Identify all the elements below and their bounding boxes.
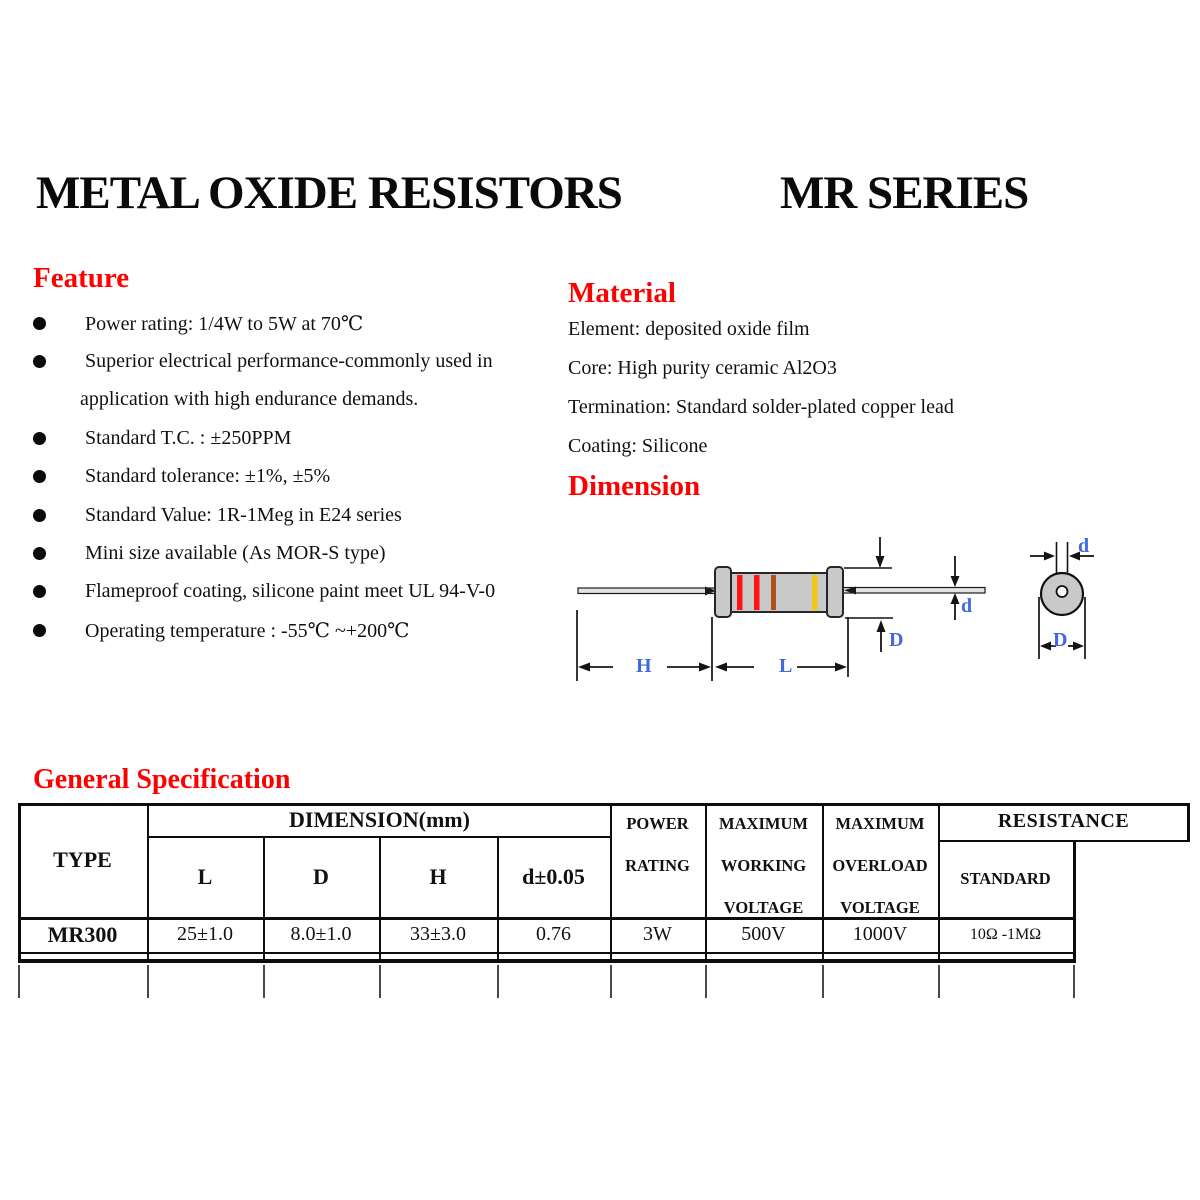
bullet-icon xyxy=(33,470,46,483)
page-title: METAL OXIDE RESISTORS xyxy=(36,167,622,219)
feature-item xyxy=(33,458,533,496)
right-arrow-icon xyxy=(1044,552,1055,561)
up-arrow-icon xyxy=(877,620,886,632)
table-grid-line xyxy=(18,959,1076,963)
table-grid-line xyxy=(147,803,149,963)
feature-item-text: Operating temperature : -55℃ ~+200℃ xyxy=(85,619,410,642)
right-arrow-icon xyxy=(699,663,711,672)
table-grid-line xyxy=(822,803,824,963)
table-grid-line xyxy=(610,803,612,963)
feature-item-text: Standard Value: 1R-1Meg in E24 series xyxy=(85,503,402,526)
material-item: Element: deposited oxide film xyxy=(568,318,810,340)
table-grid-line-stub xyxy=(18,965,20,998)
table-grid-line-stub xyxy=(610,965,612,998)
end-view-lead-hole xyxy=(1057,586,1068,597)
table-grid-line xyxy=(497,836,499,963)
header-line: MAXIMUM xyxy=(719,814,808,833)
series-title: MR SERIES xyxy=(780,167,1029,219)
right-arrow-icon xyxy=(835,663,847,672)
bullet-icon xyxy=(33,355,46,368)
table-grid-line xyxy=(18,952,1076,954)
left-arrow-icon xyxy=(715,663,727,672)
bullet-icon xyxy=(33,432,46,445)
feature-item-text: Mini size available (As MOR-S type) xyxy=(85,542,386,565)
col-header-h: H xyxy=(429,863,447,889)
col-header-d-tolerance: d±0.05 xyxy=(522,863,585,889)
section-heading-dimension: Dimension xyxy=(568,470,701,502)
color-band-3 xyxy=(771,575,776,610)
table-grid-line-stub xyxy=(147,965,149,998)
row-cell-d-tolerance: 0.76 xyxy=(536,923,571,945)
row-cell-power: 3W xyxy=(643,923,672,945)
resistor-diagram xyxy=(560,520,1200,700)
down-arrow-icon xyxy=(876,556,885,568)
bullet-icon xyxy=(33,585,46,598)
dim-label-h: H xyxy=(636,655,652,677)
color-band-1 xyxy=(737,575,743,610)
table-grid-line xyxy=(18,803,21,963)
dim-label-d-endview: d xyxy=(1078,535,1090,557)
feature-item xyxy=(33,573,533,611)
material-item: Coating: Silicone xyxy=(568,435,708,457)
row-cell-d: 8.0±1.0 xyxy=(290,923,352,945)
table-grid-line xyxy=(1187,803,1190,842)
bullet-icon xyxy=(33,624,46,637)
feature-item xyxy=(33,342,533,380)
header-line: WORKING xyxy=(720,856,807,875)
bullet-icon xyxy=(33,509,46,522)
color-band-2 xyxy=(754,575,760,610)
feature-item xyxy=(33,611,533,649)
table-grid-line-stub xyxy=(938,965,940,998)
feature-item xyxy=(33,419,533,457)
col-header-dimension-group: DIMENSION(mm) xyxy=(289,806,470,832)
col-header-max-working-voltage xyxy=(705,803,822,917)
left-arrow-icon xyxy=(578,663,590,672)
feature-item xyxy=(33,496,533,534)
table-grid-line xyxy=(379,836,381,963)
material-item: Core: High purity ceramic Al2O3 xyxy=(568,357,837,379)
col-header-max-overload-voltage xyxy=(822,803,938,917)
color-band-4 xyxy=(812,575,818,610)
dim-label-d-lead: d xyxy=(961,595,973,617)
row-cell-resistance: 10Ω -1MΩ xyxy=(969,925,1042,943)
material-list xyxy=(568,310,1048,466)
col-header-d: D xyxy=(313,863,329,889)
header-line: VOLTAGE xyxy=(723,898,804,917)
section-heading-feature: Feature xyxy=(33,262,130,294)
col-header-power-rating xyxy=(610,803,705,917)
row-cell-l: 25±1.0 xyxy=(177,923,233,945)
table-grid-line xyxy=(938,803,940,963)
table-grid-line-stub xyxy=(822,965,824,998)
row-cell-type: MR300 xyxy=(47,921,118,947)
dim-label-d-body: D xyxy=(889,629,904,651)
header-line: OVERLOAD xyxy=(832,856,928,875)
down-arrow-icon xyxy=(951,576,960,587)
table-grid-line-stub xyxy=(1073,965,1075,998)
material-item: Termination: Standard solder-plated copper lead xyxy=(568,396,954,418)
up-arrow-icon xyxy=(951,593,960,604)
feature-item-text: Superior electrical performance-commonly used in xyxy=(85,350,493,373)
table-grid-line-stub xyxy=(497,965,499,998)
row-cell-working-voltage: 500V xyxy=(741,923,786,945)
feature-item-text: Flameproof coating, silicone paint meet UL 94-V-0 xyxy=(85,580,496,603)
header-line: VOLTAGE xyxy=(840,898,920,917)
lead-left xyxy=(578,588,715,594)
feature-item-continuation xyxy=(33,381,533,419)
feature-item-text: application with high endurance demands. xyxy=(80,388,419,411)
header-line: POWER xyxy=(626,814,689,833)
table-grid-line xyxy=(263,836,265,963)
lead-right xyxy=(843,588,985,594)
left-arrow-icon xyxy=(1040,642,1051,651)
table-grid-line-stub xyxy=(379,965,381,998)
header-line: MAXIMUM xyxy=(835,814,925,833)
feature-item-text: Standard tolerance: ±1%, ±5% xyxy=(85,465,331,488)
feature-list xyxy=(33,304,533,650)
table-grid-line xyxy=(18,803,1190,806)
header-line: RATING xyxy=(625,856,690,875)
section-heading-general-specification: General Specification xyxy=(33,764,291,795)
col-header-standard: STANDARD xyxy=(960,868,1051,888)
feature-item xyxy=(33,304,533,342)
row-cell-overload-voltage: 1000V xyxy=(852,923,908,945)
dim-label-d-endview-dia: D xyxy=(1053,629,1068,651)
feature-item-text: Power rating: 1/4W to 5W at 70℃ xyxy=(85,312,364,335)
col-header-l: L xyxy=(197,863,213,889)
table-grid-line xyxy=(938,840,1190,842)
resistor-cap-right xyxy=(827,567,843,617)
table-grid-line xyxy=(1073,840,1076,963)
row-cell-h: 33±3.0 xyxy=(410,923,466,945)
bullet-icon xyxy=(33,317,46,330)
right-arrow-icon xyxy=(1073,642,1084,651)
bullet-icon xyxy=(33,547,46,560)
resistor-cap-left xyxy=(715,567,731,617)
section-heading-material: Material xyxy=(568,277,676,309)
table-grid-line-stub xyxy=(705,965,707,998)
table-grid-line xyxy=(18,917,1076,920)
table-grid-line-stub xyxy=(263,965,265,998)
table-grid-line xyxy=(705,803,707,963)
col-header-resistance: RESISTANCE xyxy=(997,810,1130,832)
feature-item-text: Standard T.C. : ±250PPM xyxy=(85,426,292,449)
col-header-type: TYPE xyxy=(53,847,112,872)
dim-label-l: L xyxy=(779,655,793,677)
feature-item xyxy=(33,534,533,572)
